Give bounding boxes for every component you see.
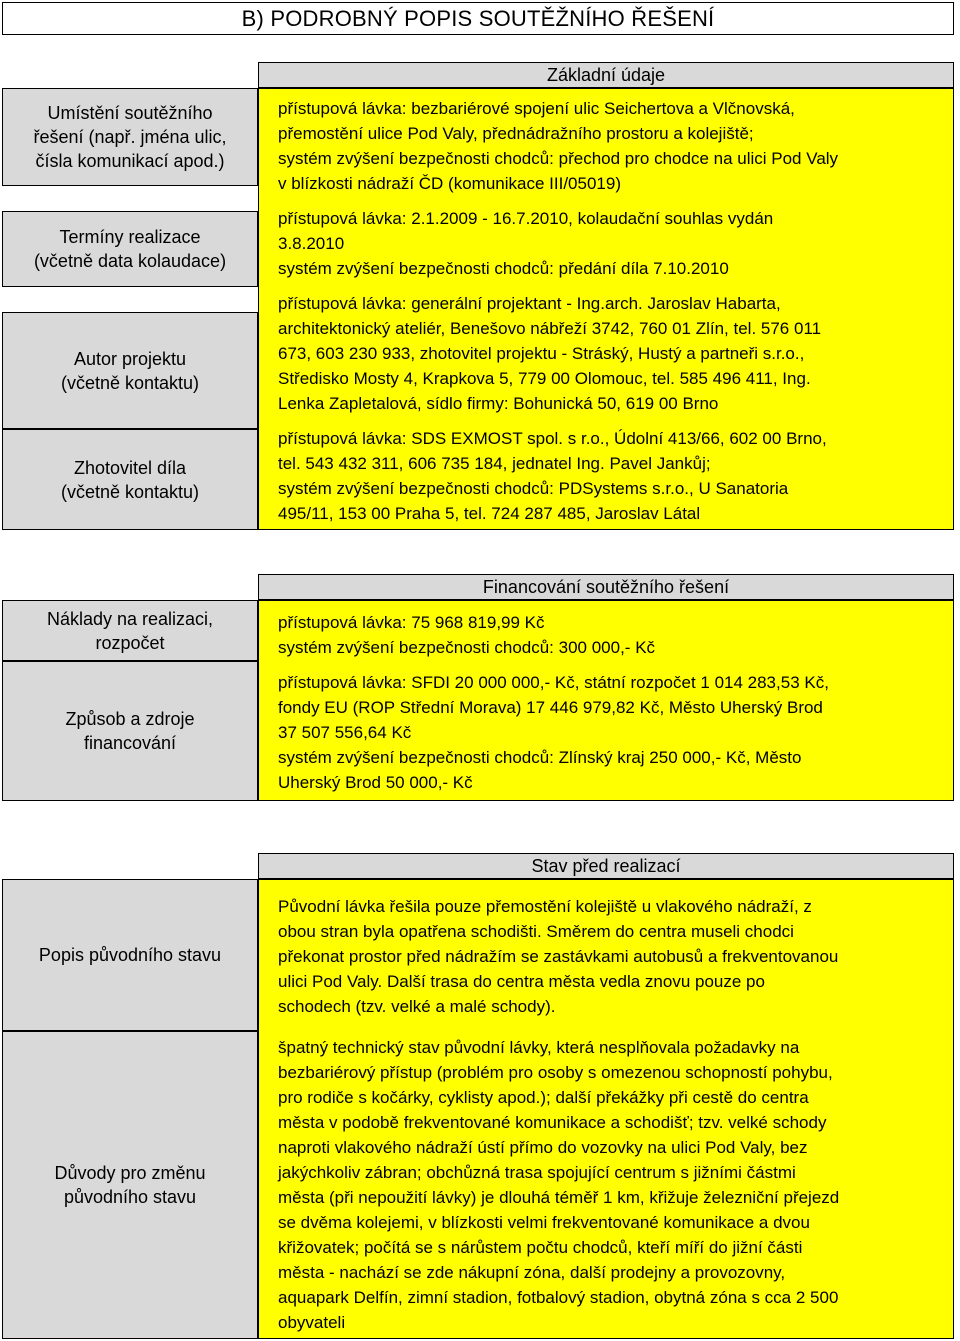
popis-stavu-text: Původní lávka řešila pouze přemostění kolejiště u vlakového nádraží, z obou stran byla opatřena schodišti. Směrem do centra museli chodci překonat prostor před nádražím se zastávkami autobusů a frekventovanou ulici Pod Valy. Další trasa do centra města vedla znovu pouze po schodech (tzv. velké a malé schody). [278,897,839,1016]
section-content [258,88,954,530]
label-naklady: Náklady na realizaci, rozpočet [2,600,258,661]
label-autor: Autor projektu (včetně kontaktu) [2,312,258,429]
section-zakladni-udaje [2,62,954,530]
section-financovani [2,574,954,801]
page-title: B) PODROBNÝ POPIS SOUTĚŽNÍHO ŘEŠENÍ [2,2,954,35]
section-heading: Financování soutěžního řešení [258,574,954,600]
section-content [258,600,954,801]
label-umisteni: Umístění soutěžního řešení (např. jména ulic, čísla komunikací apod.) [2,88,258,186]
label-popis-puvodniho-stavu: Popis původního stavu [2,879,258,1031]
section-heading: Základní údaje [258,62,954,88]
umisteni-text: přístupová lávka: bezbariérové spojení ulic Seichertova a Vlčnovská, přemostění ulice Pod Valy, přednádražního prostoru a kolejiště; systém zvýšení bezpečnosti chodců: přechod pro chodce na ulici Pod Valy v blízkosti nádraží ČD (komunikace III/05019) [278,99,839,193]
section-content [258,879,954,1339]
zhotovitel-text: přístupová lávka: SDS EXMOST spol. s r.o., Údolní 413/66, 602 00 Brno, tel. 543 432 311, 606 735 184, jednatel Ing. Pavel Jankůj; systém zvýšení bezpečnosti chodců: PDSystems s.r.o., U Sanatoria 495/11, 153 00 Praha 5, tel. 724 287 485, Jaroslav Látal [278,429,827,523]
financovani-text: přístupová lávka: SFDI 20 000 000,- Kč, státní rozpočet 1 014 283,53 Kč, fondy EU (ROP Střední Morava) 17 446 979,82 Kč, Město Uherský Brod 37 507 556,64 Kč systém zvýšení bezpečnosti chodců: Zlínský kraj 250 000,- Kč, Město Uherský Brod 50 000,- Kč [278,673,829,792]
terminy-text: přístupová lávka: 2.1.2009 - 16.7.2010, kolaudační souhlas vydán 3.8.2010 systém zvýšení bezpečnosti chodců: předání díla 7.10.2010 [278,209,774,278]
label-zhotovitel: Zhotovitel díla (včetně kontaktu) [2,429,258,530]
naklady-text: přístupová lávka: 75 968 819,99 Kč systém zvýšení bezpečnosti chodců: 300 000,- Kč [278,613,656,657]
label-duvody-pro-zmenu: Důvody pro změnu původního stavu [2,1031,258,1339]
label-zpusob-financovani: Způsob a zdroje financování [2,661,258,801]
duvody-zmeny-text: špatný technický stav původní lávky, která nesplňovala požadavky na bezbariérový přístup (problém pro osoby s omezenou schopností pohybu, pro rodiče s kočárky, cyklisty apod.); další překážky při cestě do centra města v podobě frekventované komunikace a schodišť; tzv. velké schody naproti vlakového nádraží ústí přímo do vozovky na ulici Pod Valy, bez jakýchkoliv zábran; obchůzná trasa spojující centrum s jižními částmi města (při nepoužití lávky) je dlouhá téměř 1 km, křižuje železniční přejezd se dvěma kolejemi, v blízkosti velmi frekventované komunikace a dvou křižovatek; počítá se s nárůstem počtu chodců, kteří míří do jižní části města - nachází se zde nákupní zóna, další prodejny a provozovny, aquapark Delfín, zimní stadion, fotbalový stadion, obytná zóna s cca 2 500 obyvateli [278,1038,840,1332]
section-heading: Stav před realizací [258,853,954,879]
label-terminy: Termíny realizace (včetně data kolaudace) [2,211,258,287]
autor-text: přístupová lávka: generální projektant - Ing.arch. Jaroslav Habarta, architektonický ateliér, Benešovo nábřeží 3742, 760 01 Zlín, tel. 576 011 673, 603 230 933, zhotovitel projektu - Stráský, Hustý a partneři s.r.o., Středisko Mosty 4, Krapkova 5, 779 00 Olomouc, tel. 585 496 411, Ing. Lenka Zapletalová, sídlo firmy: Bohunická 50, 619 00 Brno [278,294,822,413]
section-stav-pred-realizaci [2,853,954,1339]
